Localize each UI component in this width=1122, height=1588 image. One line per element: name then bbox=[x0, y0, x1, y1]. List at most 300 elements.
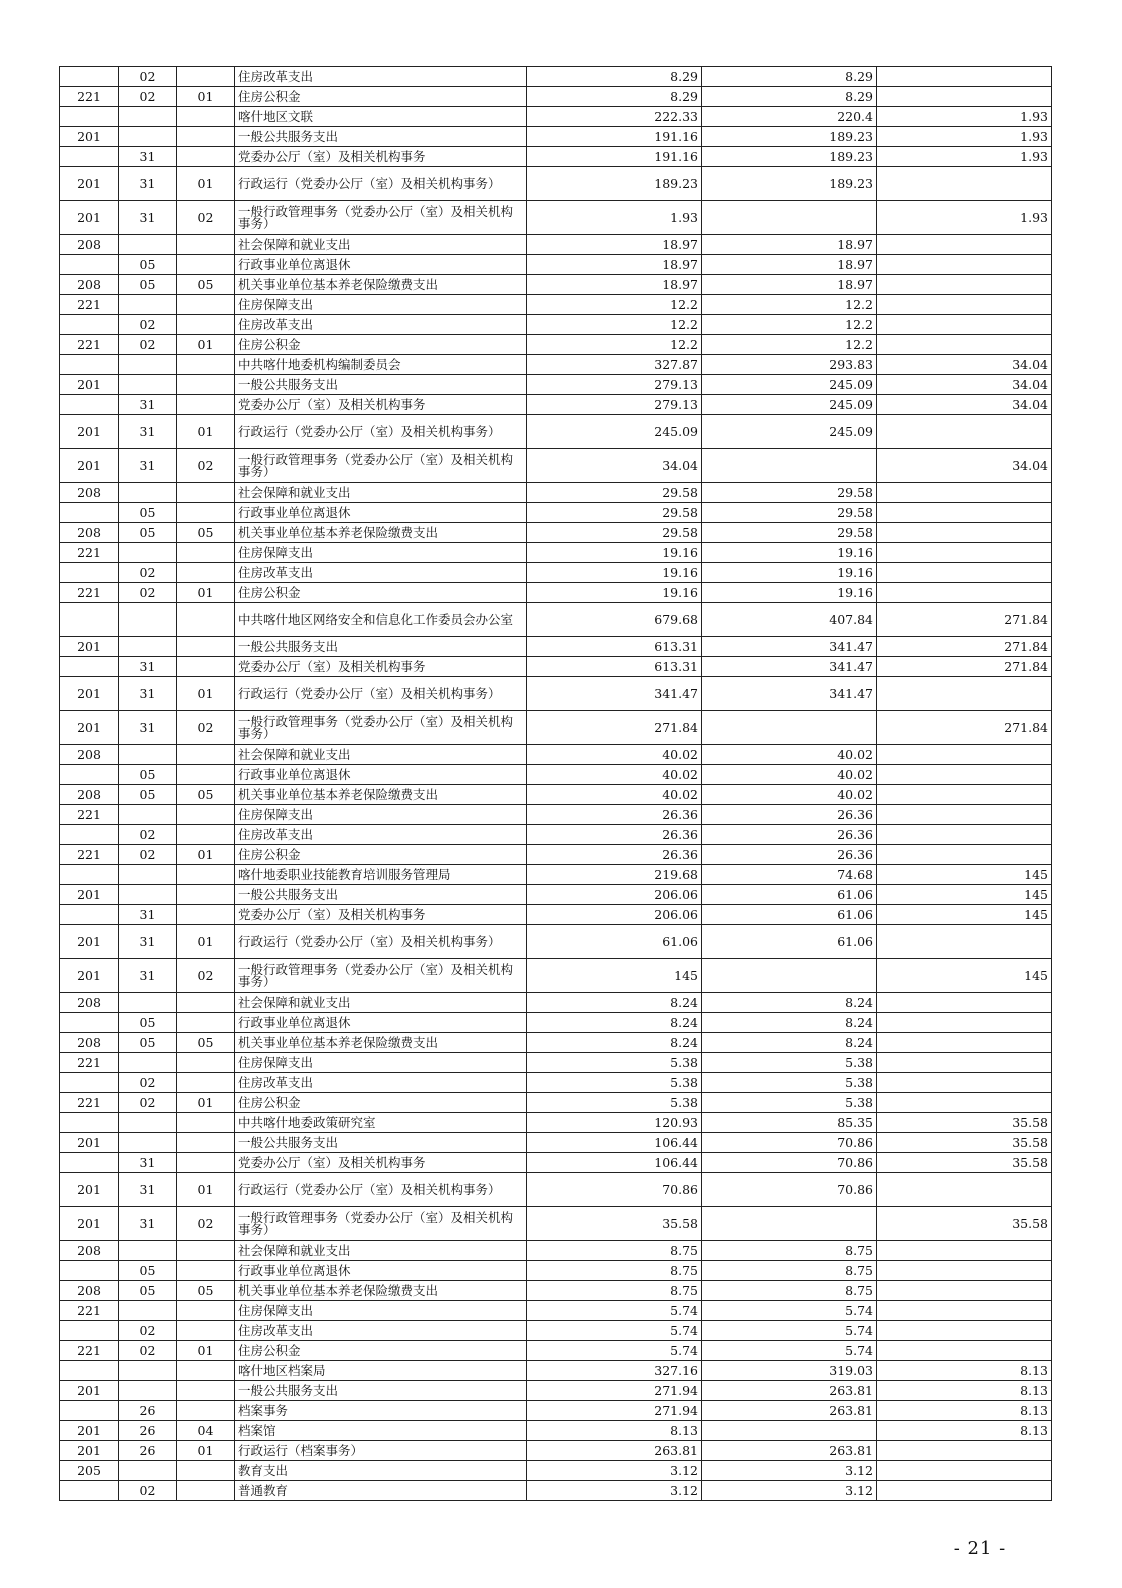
class-code-cell bbox=[60, 1113, 119, 1133]
project-expenditure-cell: 8.13 bbox=[877, 1421, 1052, 1441]
class-code-cell: 201 bbox=[60, 1441, 119, 1461]
project-expenditure-cell bbox=[877, 1173, 1052, 1207]
table-row bbox=[60, 1361, 1052, 1381]
basic-expenditure-cell: 189.23 bbox=[702, 147, 877, 167]
project-expenditure-cell bbox=[877, 925, 1052, 959]
project-expenditure-cell bbox=[877, 745, 1052, 765]
total-amount-cell: 106.44 bbox=[527, 1153, 702, 1173]
project-expenditure-cell bbox=[877, 335, 1052, 355]
class-code-cell: 208 bbox=[60, 1241, 119, 1261]
item-code-cell bbox=[177, 1241, 235, 1261]
category-name-cell: 住房公积金 bbox=[235, 335, 527, 355]
item-code-cell: 01 bbox=[177, 87, 235, 107]
section-code-cell: 02 bbox=[119, 1093, 177, 1113]
table-row bbox=[60, 1073, 1052, 1093]
table-row bbox=[60, 1207, 1052, 1241]
class-code-cell: 221 bbox=[60, 543, 119, 563]
basic-expenditure-cell: 293.83 bbox=[702, 355, 877, 375]
class-code-cell bbox=[60, 107, 119, 127]
project-expenditure-cell bbox=[877, 1321, 1052, 1341]
total-amount-cell: 18.97 bbox=[527, 275, 702, 295]
section-code-cell: 31 bbox=[119, 925, 177, 959]
class-code-cell bbox=[60, 905, 119, 925]
total-amount-cell: 189.23 bbox=[527, 167, 702, 201]
section-code-cell: 26 bbox=[119, 1421, 177, 1441]
basic-expenditure-cell: 5.74 bbox=[702, 1341, 877, 1361]
total-amount-cell: 12.2 bbox=[527, 295, 702, 315]
project-expenditure-cell: 34.04 bbox=[877, 395, 1052, 415]
basic-expenditure-cell bbox=[702, 1207, 877, 1241]
category-name-cell: 行政事业单位离退休 bbox=[235, 1261, 527, 1281]
section-code-cell: 02 bbox=[119, 1321, 177, 1341]
category-name-cell: 住房改革支出 bbox=[235, 67, 527, 87]
table-row bbox=[60, 1401, 1052, 1421]
section-code-cell: 31 bbox=[119, 711, 177, 745]
total-amount-cell: 40.02 bbox=[527, 785, 702, 805]
section-code-cell bbox=[119, 1053, 177, 1073]
section-code-cell: 05 bbox=[119, 523, 177, 543]
basic-expenditure-cell: 3.12 bbox=[702, 1481, 877, 1501]
project-expenditure-cell: 34.04 bbox=[877, 449, 1052, 483]
category-name-cell: 住房改革支出 bbox=[235, 825, 527, 845]
section-code-cell: 31 bbox=[119, 959, 177, 993]
total-amount-cell: 5.74 bbox=[527, 1341, 702, 1361]
class-code-cell: 201 bbox=[60, 1133, 119, 1153]
total-amount-cell: 26.36 bbox=[527, 805, 702, 825]
basic-expenditure-cell: 341.47 bbox=[702, 657, 877, 677]
section-code-cell: 31 bbox=[119, 201, 177, 235]
class-code-cell: 201 bbox=[60, 167, 119, 201]
table-row bbox=[60, 1281, 1052, 1301]
section-code-cell: 02 bbox=[119, 87, 177, 107]
project-expenditure-cell bbox=[877, 677, 1052, 711]
item-code-cell: 02 bbox=[177, 711, 235, 745]
section-code-cell bbox=[119, 993, 177, 1013]
item-code-cell: 05 bbox=[177, 523, 235, 543]
table-row bbox=[60, 355, 1052, 375]
project-expenditure-cell: 145 bbox=[877, 959, 1052, 993]
section-code-cell: 31 bbox=[119, 657, 177, 677]
basic-expenditure-cell bbox=[702, 711, 877, 745]
total-amount-cell: 70.86 bbox=[527, 1173, 702, 1207]
total-amount-cell: 19.16 bbox=[527, 563, 702, 583]
table-row bbox=[60, 67, 1052, 87]
category-name-cell: 行政运行（党委办公厅（室）及相关机构事务） bbox=[235, 925, 527, 959]
basic-expenditure-cell: 12.2 bbox=[702, 315, 877, 335]
section-code-cell bbox=[119, 745, 177, 765]
item-code-cell: 02 bbox=[177, 959, 235, 993]
category-name-cell: 住房公积金 bbox=[235, 583, 527, 603]
item-code-cell: 01 bbox=[177, 335, 235, 355]
project-expenditure-cell bbox=[877, 1013, 1052, 1033]
class-code-cell bbox=[60, 1013, 119, 1033]
category-name-cell: 行政运行（党委办公厅（室）及相关机构事务） bbox=[235, 677, 527, 711]
category-name-cell: 住房保障支出 bbox=[235, 1301, 527, 1321]
item-code-cell bbox=[177, 637, 235, 657]
table-row bbox=[60, 375, 1052, 395]
basic-expenditure-cell bbox=[702, 201, 877, 235]
category-name-cell: 一般行政管理事务（党委办公厅（室）及相关机构事务） bbox=[235, 959, 527, 993]
class-code-cell: 221 bbox=[60, 1093, 119, 1113]
total-amount-cell: 3.12 bbox=[527, 1461, 702, 1481]
section-code-cell: 31 bbox=[119, 415, 177, 449]
basic-expenditure-cell: 407.84 bbox=[702, 603, 877, 637]
table-row bbox=[60, 583, 1052, 603]
section-code-cell: 26 bbox=[119, 1441, 177, 1461]
class-code-cell: 201 bbox=[60, 925, 119, 959]
table-row bbox=[60, 201, 1052, 235]
category-name-cell: 机关事业单位基本养老保险缴费支出 bbox=[235, 275, 527, 295]
category-name-cell: 社会保障和就业支出 bbox=[235, 745, 527, 765]
item-code-cell: 01 bbox=[177, 1173, 235, 1207]
section-code-cell: 05 bbox=[119, 1013, 177, 1033]
item-code-cell bbox=[177, 147, 235, 167]
project-expenditure-cell: 35.58 bbox=[877, 1113, 1052, 1133]
basic-expenditure-cell: 8.75 bbox=[702, 1261, 877, 1281]
category-name-cell: 普通教育 bbox=[235, 1481, 527, 1501]
class-code-cell: 208 bbox=[60, 275, 119, 295]
table-row bbox=[60, 543, 1052, 563]
category-name-cell: 中共喀什地委政策研究室 bbox=[235, 1113, 527, 1133]
project-expenditure-cell bbox=[877, 67, 1052, 87]
category-name-cell: 住房公积金 bbox=[235, 1341, 527, 1361]
class-code-cell: 208 bbox=[60, 1281, 119, 1301]
table-row bbox=[60, 1421, 1052, 1441]
table-row bbox=[60, 765, 1052, 785]
class-code-cell: 201 bbox=[60, 1173, 119, 1207]
category-name-cell: 住房保障支出 bbox=[235, 295, 527, 315]
project-expenditure-cell: 271.84 bbox=[877, 637, 1052, 657]
category-name-cell: 党委办公厅（室）及相关机构事务 bbox=[235, 395, 527, 415]
basic-expenditure-cell: 40.02 bbox=[702, 785, 877, 805]
class-code-cell: 201 bbox=[60, 127, 119, 147]
class-code-cell: 201 bbox=[60, 677, 119, 711]
item-code-cell bbox=[177, 765, 235, 785]
total-amount-cell: 18.97 bbox=[527, 235, 702, 255]
basic-expenditure-cell: 12.2 bbox=[702, 335, 877, 355]
project-expenditure-cell bbox=[877, 295, 1052, 315]
class-code-cell: 201 bbox=[60, 711, 119, 745]
total-amount-cell: 35.58 bbox=[527, 1207, 702, 1241]
total-amount-cell: 29.58 bbox=[527, 523, 702, 543]
class-code-cell: 221 bbox=[60, 805, 119, 825]
total-amount-cell: 145 bbox=[527, 959, 702, 993]
item-code-cell bbox=[177, 1133, 235, 1153]
table-row bbox=[60, 925, 1052, 959]
category-name-cell: 行政运行（党委办公厅（室）及相关机构事务） bbox=[235, 1173, 527, 1207]
class-code-cell bbox=[60, 147, 119, 167]
budget-table bbox=[59, 66, 1052, 1501]
total-amount-cell: 222.33 bbox=[527, 107, 702, 127]
section-code-cell: 05 bbox=[119, 785, 177, 805]
total-amount-cell: 12.2 bbox=[527, 315, 702, 335]
basic-expenditure-cell: 26.36 bbox=[702, 825, 877, 845]
item-code-cell bbox=[177, 825, 235, 845]
project-expenditure-cell: 8.13 bbox=[877, 1401, 1052, 1421]
section-code-cell: 31 bbox=[119, 1153, 177, 1173]
project-expenditure-cell bbox=[877, 543, 1052, 563]
class-code-cell bbox=[60, 603, 119, 637]
section-code-cell: 26 bbox=[119, 1401, 177, 1421]
total-amount-cell: 40.02 bbox=[527, 765, 702, 785]
item-code-cell bbox=[177, 1381, 235, 1401]
table-row bbox=[60, 87, 1052, 107]
item-code-cell: 05 bbox=[177, 785, 235, 805]
section-code-cell: 31 bbox=[119, 905, 177, 925]
item-code-cell bbox=[177, 805, 235, 825]
category-name-cell: 喀什地委职业技能教育培训服务管理局 bbox=[235, 865, 527, 885]
item-code-cell: 05 bbox=[177, 1281, 235, 1301]
class-code-cell bbox=[60, 1153, 119, 1173]
item-code-cell bbox=[177, 1013, 235, 1033]
category-name-cell: 住房改革支出 bbox=[235, 563, 527, 583]
category-name-cell: 住房公积金 bbox=[235, 1093, 527, 1113]
table-row bbox=[60, 107, 1052, 127]
basic-expenditure-cell bbox=[702, 1421, 877, 1441]
basic-expenditure-cell: 220.4 bbox=[702, 107, 877, 127]
basic-expenditure-cell: 5.38 bbox=[702, 1093, 877, 1113]
total-amount-cell: 271.94 bbox=[527, 1381, 702, 1401]
item-code-cell: 01 bbox=[177, 1341, 235, 1361]
table-row bbox=[60, 603, 1052, 637]
item-code-cell: 05 bbox=[177, 275, 235, 295]
total-amount-cell: 8.29 bbox=[527, 67, 702, 87]
item-code-cell bbox=[177, 127, 235, 147]
item-code-cell: 05 bbox=[177, 1033, 235, 1053]
section-code-cell: 05 bbox=[119, 765, 177, 785]
section-code-cell bbox=[119, 483, 177, 503]
basic-expenditure-cell: 29.58 bbox=[702, 523, 877, 543]
class-code-cell: 201 bbox=[60, 885, 119, 905]
total-amount-cell: 271.84 bbox=[527, 711, 702, 745]
total-amount-cell: 8.75 bbox=[527, 1281, 702, 1301]
project-expenditure-cell: 145 bbox=[877, 885, 1052, 905]
project-expenditure-cell bbox=[877, 805, 1052, 825]
basic-expenditure-cell: 8.29 bbox=[702, 87, 877, 107]
category-name-cell: 社会保障和就业支出 bbox=[235, 483, 527, 503]
table-row bbox=[60, 1261, 1052, 1281]
item-code-cell bbox=[177, 355, 235, 375]
basic-expenditure-cell: 18.97 bbox=[702, 235, 877, 255]
class-code-cell bbox=[60, 315, 119, 335]
section-code-cell: 02 bbox=[119, 67, 177, 87]
total-amount-cell: 18.97 bbox=[527, 255, 702, 275]
basic-expenditure-cell: 263.81 bbox=[702, 1441, 877, 1461]
section-code-cell: 05 bbox=[119, 255, 177, 275]
class-code-cell: 221 bbox=[60, 335, 119, 355]
category-name-cell: 党委办公厅（室）及相关机构事务 bbox=[235, 147, 527, 167]
section-code-cell: 02 bbox=[119, 1341, 177, 1361]
table-row bbox=[60, 1093, 1052, 1113]
basic-expenditure-cell: 12.2 bbox=[702, 295, 877, 315]
category-name-cell: 行政事业单位离退休 bbox=[235, 503, 527, 523]
table-row bbox=[60, 295, 1052, 315]
item-code-cell bbox=[177, 865, 235, 885]
section-code-cell bbox=[119, 603, 177, 637]
table-row bbox=[60, 503, 1052, 523]
class-code-cell: 208 bbox=[60, 235, 119, 255]
table-row bbox=[60, 449, 1052, 483]
class-code-cell bbox=[60, 1361, 119, 1381]
total-amount-cell: 26.36 bbox=[527, 825, 702, 845]
section-code-cell: 02 bbox=[119, 1073, 177, 1093]
table-row bbox=[60, 1321, 1052, 1341]
total-amount-cell: 61.06 bbox=[527, 925, 702, 959]
category-name-cell: 行政事业单位离退休 bbox=[235, 765, 527, 785]
table-row bbox=[60, 167, 1052, 201]
page-number: - 21 - bbox=[953, 1538, 1007, 1559]
category-name-cell: 一般公共服务支出 bbox=[235, 375, 527, 395]
item-code-cell bbox=[177, 375, 235, 395]
total-amount-cell: 1.93 bbox=[527, 201, 702, 235]
table-row bbox=[60, 1113, 1052, 1133]
total-amount-cell: 191.16 bbox=[527, 147, 702, 167]
category-name-cell: 一般公共服务支出 bbox=[235, 127, 527, 147]
basic-expenditure-cell: 19.16 bbox=[702, 583, 877, 603]
table-row bbox=[60, 127, 1052, 147]
total-amount-cell: 8.24 bbox=[527, 1033, 702, 1053]
class-code-cell: 221 bbox=[60, 583, 119, 603]
basic-expenditure-cell: 70.86 bbox=[702, 1153, 877, 1173]
project-expenditure-cell bbox=[877, 825, 1052, 845]
basic-expenditure-cell: 263.81 bbox=[702, 1401, 877, 1421]
category-name-cell: 档案馆 bbox=[235, 1421, 527, 1441]
basic-expenditure-cell: 19.16 bbox=[702, 543, 877, 563]
table-row bbox=[60, 993, 1052, 1013]
basic-expenditure-cell: 70.86 bbox=[702, 1133, 877, 1153]
project-expenditure-cell bbox=[877, 523, 1052, 543]
item-code-cell bbox=[177, 1073, 235, 1093]
total-amount-cell: 263.81 bbox=[527, 1441, 702, 1461]
table-row bbox=[60, 523, 1052, 543]
section-code-cell: 05 bbox=[119, 503, 177, 523]
table-row bbox=[60, 1341, 1052, 1361]
basic-expenditure-cell: 8.24 bbox=[702, 993, 877, 1013]
class-code-cell: 201 bbox=[60, 449, 119, 483]
project-expenditure-cell bbox=[877, 1281, 1052, 1301]
total-amount-cell: 19.16 bbox=[527, 583, 702, 603]
basic-expenditure-cell: 341.47 bbox=[702, 637, 877, 657]
item-code-cell bbox=[177, 67, 235, 87]
item-code-cell bbox=[177, 503, 235, 523]
class-code-cell: 221 bbox=[60, 1053, 119, 1073]
project-expenditure-cell bbox=[877, 1301, 1052, 1321]
section-code-cell: 31 bbox=[119, 147, 177, 167]
basic-expenditure-cell: 263.81 bbox=[702, 1381, 877, 1401]
item-code-cell bbox=[177, 563, 235, 583]
section-code-cell: 31 bbox=[119, 395, 177, 415]
basic-expenditure-cell: 29.58 bbox=[702, 503, 877, 523]
category-name-cell: 住房保障支出 bbox=[235, 805, 527, 825]
class-code-cell: 208 bbox=[60, 745, 119, 765]
section-code-cell: 05 bbox=[119, 1281, 177, 1301]
item-code-cell: 04 bbox=[177, 1421, 235, 1441]
item-code-cell bbox=[177, 1261, 235, 1281]
project-expenditure-cell bbox=[877, 1241, 1052, 1261]
project-expenditure-cell bbox=[877, 583, 1052, 603]
basic-expenditure-cell: 5.74 bbox=[702, 1321, 877, 1341]
total-amount-cell: 12.2 bbox=[527, 335, 702, 355]
total-amount-cell: 5.38 bbox=[527, 1053, 702, 1073]
item-code-cell: 02 bbox=[177, 201, 235, 235]
total-amount-cell: 5.74 bbox=[527, 1301, 702, 1321]
category-name-cell: 一般行政管理事务（党委办公厅（室）及相关机构事务） bbox=[235, 711, 527, 745]
table-row bbox=[60, 1481, 1052, 1501]
basic-expenditure-cell: 5.38 bbox=[702, 1053, 877, 1073]
basic-expenditure-cell: 26.36 bbox=[702, 845, 877, 865]
class-code-cell: 221 bbox=[60, 87, 119, 107]
class-code-cell: 201 bbox=[60, 1421, 119, 1441]
section-code-cell: 05 bbox=[119, 1261, 177, 1281]
total-amount-cell: 206.06 bbox=[527, 905, 702, 925]
project-expenditure-cell: 35.58 bbox=[877, 1133, 1052, 1153]
class-code-cell: 221 bbox=[60, 1301, 119, 1321]
table-row bbox=[60, 825, 1052, 845]
total-amount-cell: 679.68 bbox=[527, 603, 702, 637]
project-expenditure-cell: 8.13 bbox=[877, 1381, 1052, 1401]
class-code-cell: 221 bbox=[60, 1341, 119, 1361]
category-name-cell: 党委办公厅（室）及相关机构事务 bbox=[235, 657, 527, 677]
class-code-cell bbox=[60, 563, 119, 583]
category-name-cell: 社会保障和就业支出 bbox=[235, 235, 527, 255]
project-expenditure-cell: 271.84 bbox=[877, 603, 1052, 637]
basic-expenditure-cell: 8.75 bbox=[702, 1281, 877, 1301]
basic-expenditure-cell bbox=[702, 959, 877, 993]
class-code-cell bbox=[60, 67, 119, 87]
class-code-cell: 208 bbox=[60, 1033, 119, 1053]
project-expenditure-cell: 35.58 bbox=[877, 1153, 1052, 1173]
item-code-cell bbox=[177, 395, 235, 415]
project-expenditure-cell bbox=[877, 1033, 1052, 1053]
class-code-cell: 201 bbox=[60, 1207, 119, 1241]
section-code-cell bbox=[119, 885, 177, 905]
project-expenditure-cell bbox=[877, 563, 1052, 583]
project-expenditure-cell: 1.93 bbox=[877, 127, 1052, 147]
item-code-cell bbox=[177, 745, 235, 765]
item-code-cell bbox=[177, 657, 235, 677]
project-expenditure-cell bbox=[877, 1441, 1052, 1461]
item-code-cell bbox=[177, 603, 235, 637]
section-code-cell: 31 bbox=[119, 449, 177, 483]
section-code-cell: 02 bbox=[119, 845, 177, 865]
table-row bbox=[60, 1053, 1052, 1073]
total-amount-cell: 34.04 bbox=[527, 449, 702, 483]
basic-expenditure-cell bbox=[702, 449, 877, 483]
project-expenditure-cell: 8.13 bbox=[877, 1361, 1052, 1381]
item-code-cell bbox=[177, 315, 235, 335]
table-row bbox=[60, 845, 1052, 865]
category-name-cell: 住房保障支出 bbox=[235, 543, 527, 563]
basic-expenditure-cell: 18.97 bbox=[702, 255, 877, 275]
total-amount-cell: 279.13 bbox=[527, 395, 702, 415]
item-code-cell: 01 bbox=[177, 845, 235, 865]
item-code-cell bbox=[177, 107, 235, 127]
table-row bbox=[60, 711, 1052, 745]
table-row bbox=[60, 1381, 1052, 1401]
total-amount-cell: 5.38 bbox=[527, 1093, 702, 1113]
total-amount-cell: 3.12 bbox=[527, 1481, 702, 1501]
item-code-cell bbox=[177, 1321, 235, 1341]
class-code-cell bbox=[60, 765, 119, 785]
project-expenditure-cell bbox=[877, 1341, 1052, 1361]
class-code-cell bbox=[60, 1261, 119, 1281]
total-amount-cell: 120.93 bbox=[527, 1113, 702, 1133]
basic-expenditure-cell: 29.58 bbox=[702, 483, 877, 503]
category-name-cell: 中共喀什地委机构编制委员会 bbox=[235, 355, 527, 375]
section-code-cell bbox=[119, 127, 177, 147]
project-expenditure-cell bbox=[877, 275, 1052, 295]
class-code-cell: 208 bbox=[60, 785, 119, 805]
